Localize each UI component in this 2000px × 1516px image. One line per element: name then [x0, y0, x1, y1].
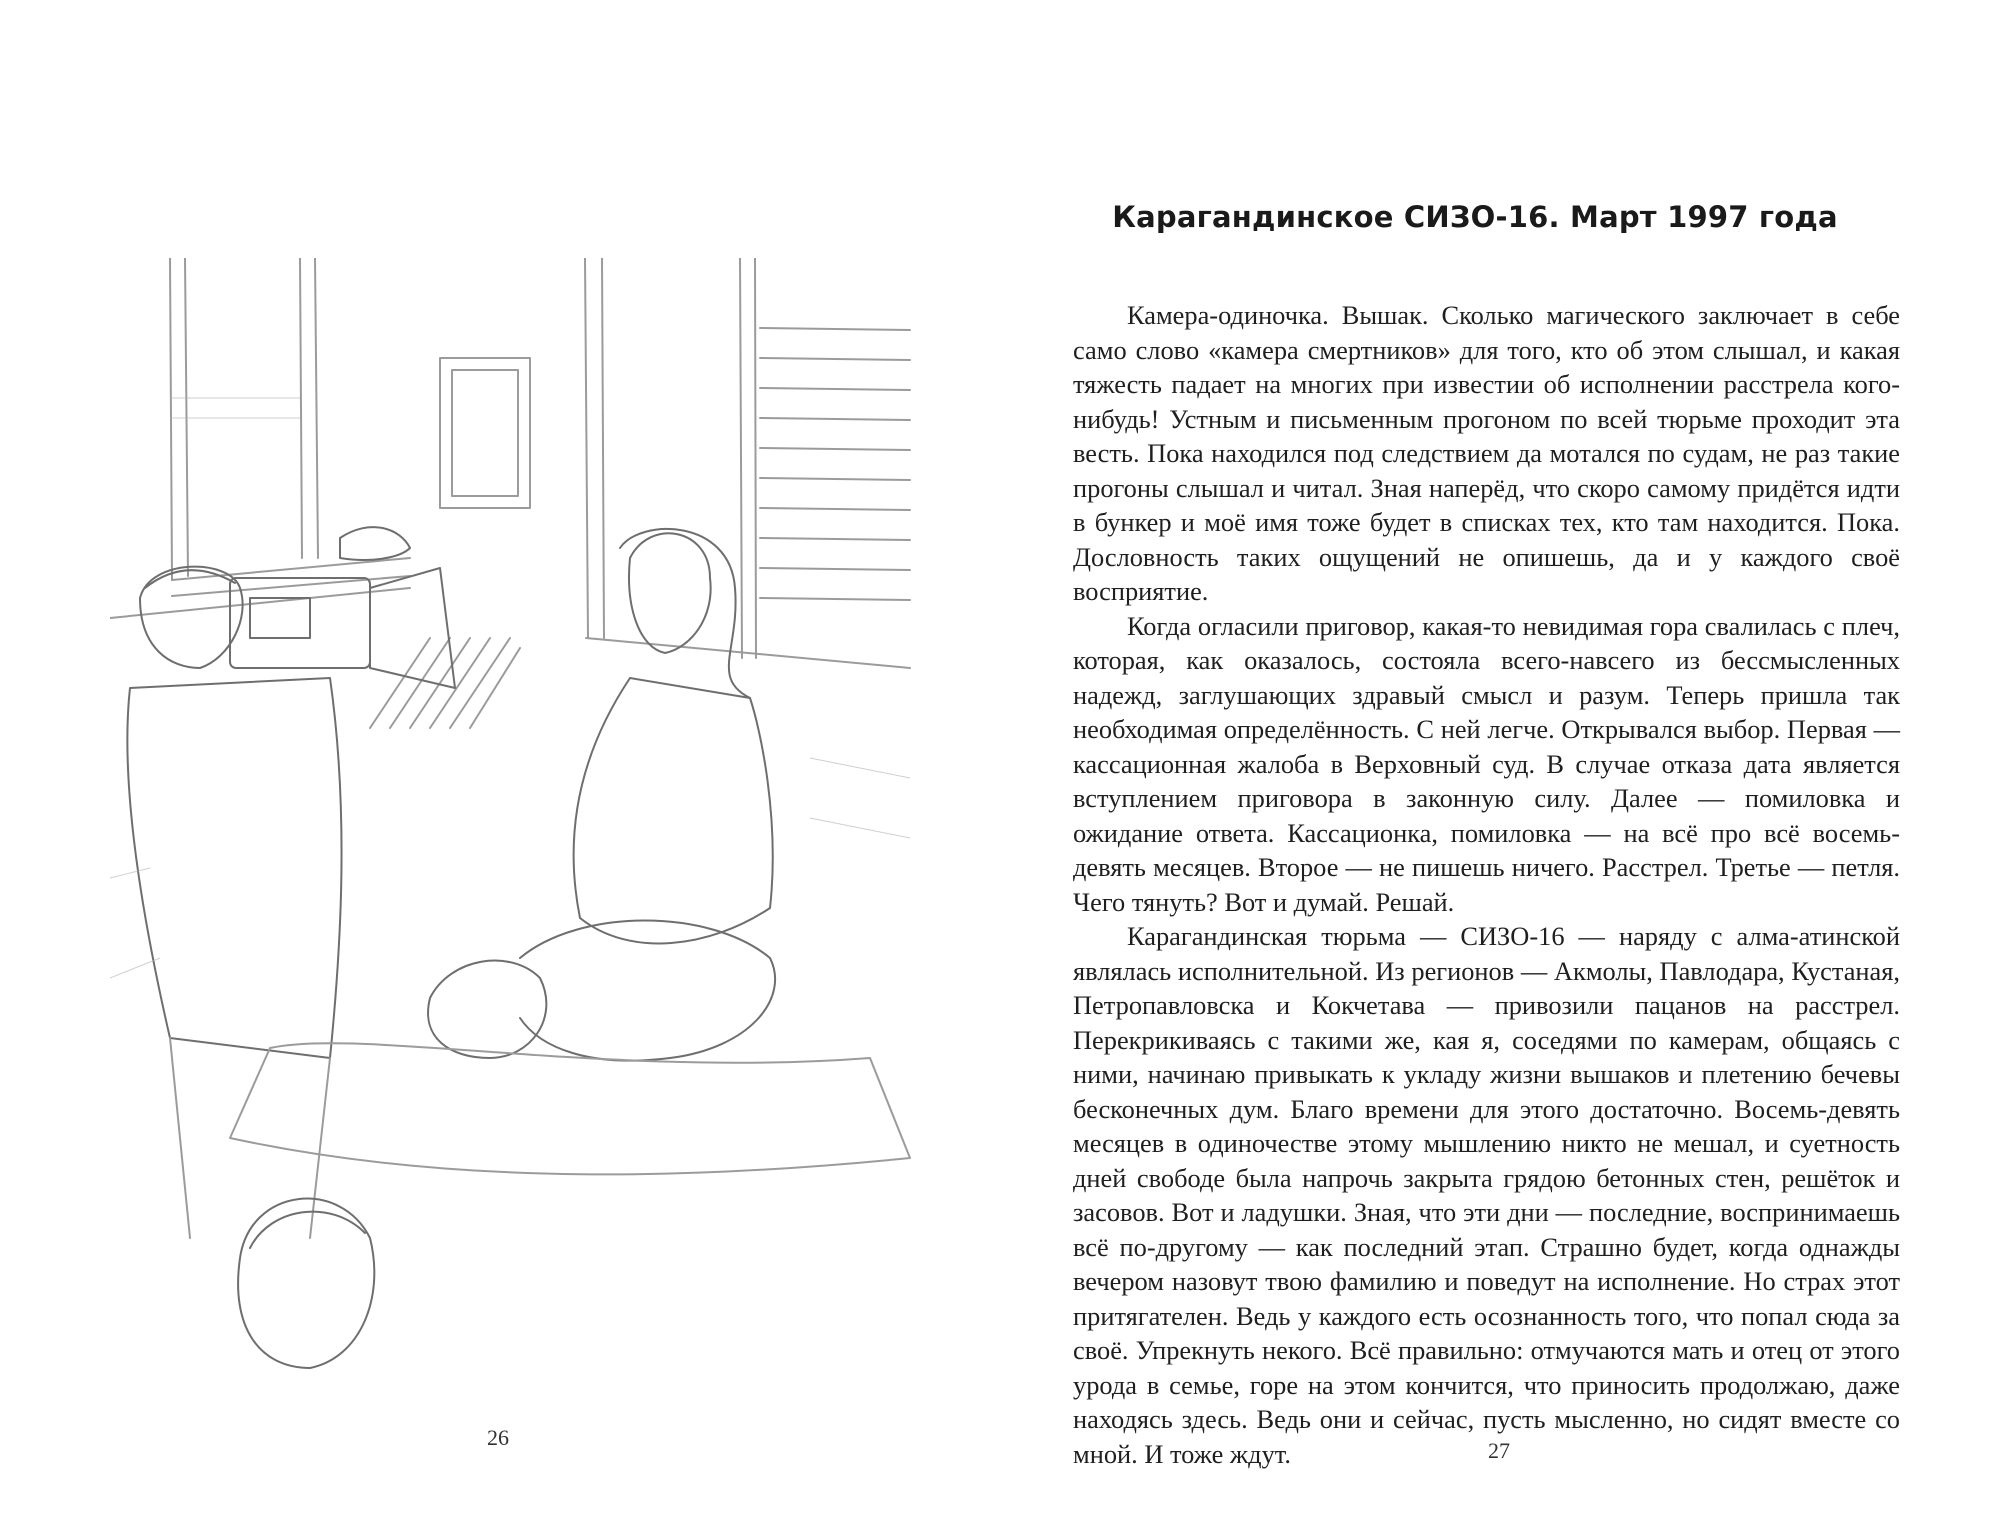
pencil-sketch-illustration: [110, 258, 940, 1388]
sketch-icon: [110, 258, 940, 1388]
page-number-right: 27: [1488, 1438, 1510, 1463]
paragraph-1: Камера-одиночка. Вышак. Сколько магического заключает в себе само слово «камера смертников» для того, кто об этом слышал, и какая тяжесть падает на многих при известии об исполнении расстрела кого-нибудь! Устным и письменным прогоном по всей тюрьме проходит эта весть. Пока находился под следствием да мотался по судам, не раз такие прогоны слышал и читал. Зная наперёд, что скоро самому придётся идти в бункер и моё имя тоже будет в списках тех, кто там находится. Пока. Дословность таких ощущений не опишешь, да и у каждого своё восприятие.: [1073, 300, 1900, 606]
chapter-title: Карагандинское СИЗО-16. Март 1997 года: [1112, 200, 1838, 234]
page-number-left: 26: [487, 1425, 509, 1450]
right-page: [1000, 0, 2000, 1516]
paragraph-2: Когда огласили приговор, какая-то невидимая гора свалилась с плеч, которая, как оказалось, состояла всего-навсего из бессмысленных надежд, заглушающих здравый смысл и разум. Теперь пришла так необходимая определённость. С ней легче. Открывался выбор. Первая — кассационная жалоба в Верховный суд. В случае отказа дата является вступлением приговора в законную силу. Далее — помиловка и ожидание ответа. Кассационка, помиловка — на всё про всё восемь-девять месяцев. Второе — не пишешь ничего. Расстрел. Третье — петля. Чего тянуть? Вот и думай. Решай.: [1073, 610, 1900, 917]
paragraph-3: Карагандинская тюрьма — СИЗО-16 — наряду с алма-атинской являлась исполнительной. Из регионов — Акмолы, Павлодара, Кустаная, Петропавловска и Кокчетава — привозили пацанов на расстрел. Перекрикиваясь с такими же, кая я, соседями по камерам, общаясь с ними, начинаю привыкать к укладу жизни вышаков и плетению бечевы бесконечных дум. Благо времени для этого достаточно. Восемь-девять месяцев в одиночестве этому мышлению никто не мешал, и суетность дней свободе была напрочь закрыта грядою бетонных стен, решёток и засовов. Вот и ладушки. Зная, что эти дни — последние, воспринимаешь всё по-другому — как последний этап. Страшно будет, когда однажды вечером назовут твою фамилию и поведут на исполнение. Но страх этот притягателен. Ведь у каждого есть осознанность того, что попал сюда за своё. Упрекнуть некого. Всё правильно: отмучаются мать и отец от этого урода в семье, горе на этом кончится, что приносить продолжаю, даже находясь здесь. Ведь они и сейчас, пусть мысленно, но сидят вместе со мной. И тоже ждут.: [1073, 921, 1900, 1469]
text-body: [1073, 298, 1900, 1471]
